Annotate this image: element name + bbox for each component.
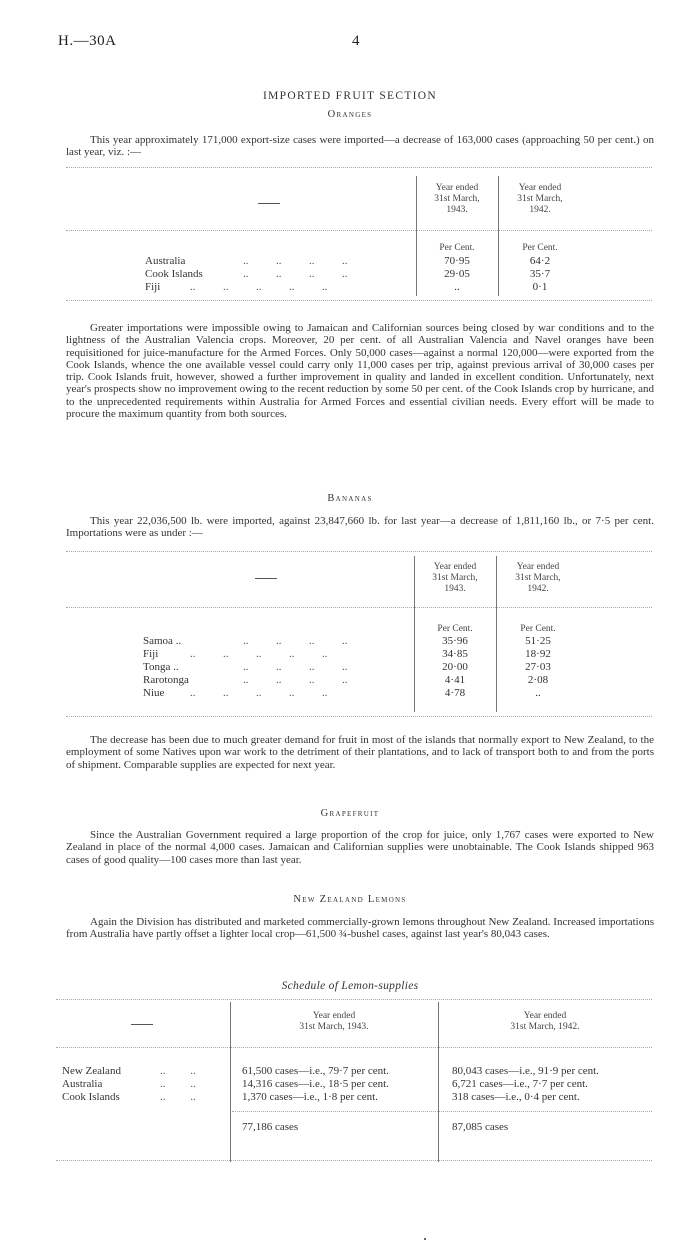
unit-label: Per Cent. [520,624,556,634]
bananas-body: The decrease has been due to much greater demand for fruit in most of the islands that normally export to New Zealand, to the employment of some Natives upon war work to the detriment of their plantations, and to lack of transport both to and from the ports of shipment. Comparable supplies are expected for next year. [66,734,654,771]
table-stub [258,203,280,204]
column-header-1942: Year ended 31st March, 1942. [510,1011,580,1032]
oranges-intro: This year approximately 171,000 export-size cases were imported—a decrease of 163,000 cases (approaching 50 per cent.) on last year, viz. :— [66,134,654,159]
unit-label: Per Cent. [522,243,558,253]
report-reference: H.—30A [58,33,117,49]
column-header-1943: Year ended 31st March, 1943. [432,562,478,594]
bananas-heading: Bananas [327,493,373,504]
lemons-heading: New Zealand Lemons [293,894,407,905]
unit-label: Per Cent. [437,624,473,634]
lemons-body: Again the Division has distributed and marketed commercially-grown lemons throughout New Zealand. Increased importations from Australia have partly offset a lighter local crop—61,500 ¾-bushel cases, against last year's 80,043 cases. [66,916,654,941]
column-header-1942: Year ended 31st March, 1942. [517,183,563,215]
column-header-1942: Year ended 31st March, 1942. [515,562,561,594]
table-stub [131,1024,153,1025]
table-stub [255,578,277,579]
oranges-body: Greater importations were impossible owing to Jamaican and Californian sources being closed by war conditions and to the lightness of the Australian Valencia crops. Moreover, 20 per cent. of all Australian Valencia and Navel oranges have been requisitioned for juice-manufacture for the Armed Forces. Only 50,000 cases—against a normal 120,000—were exported from the Cook Islands, whence the one available vessel could carry only 11,000 cases per trip, against previous arrival of 30,000 cases per trip. Cook Islands fruit, however, showed a further improvement in quality and landed in excellent condition. Unfortunately, next year's prospects show no improvement owing to the recent reduction by some 50 per cent. of the Cook Islands crop by hurricane, and to the unprecedented requirements within Australia for Armed Forces and essential civilian needs. Every effort will be made to procure the maximum quantity from both sources. [66,322,654,421]
grapefruit-body: Since the Australian Government required a large proportion of the crop for juice, only 1,767 cases were exported to New Zealand in place of the normal 4,000 cases. Jamaican and Californian supplies were unobtainable. The Cook Islands shipped 963 cases of good quality—100 cases more than last year. [66,829,654,866]
section-title: IMPORTED FRUIT SECTION [262,90,437,102]
grapefruit-heading: Grapefruit [320,808,380,819]
document-page: H.—30A 4 IMPORTED FRUIT SECTION Oranges This year approximately 171,000 export-size cases were imported—a decrease of 163,000 cases (approaching 50 per cent.) on last year, viz. :— Year ended 31st March, 1943. Year ended 31st March, 1942. Per Cent. Per Cent. Australia .. .. .. .. 70·95 64·2 Cook Islands .. .. .. .. 29·05 35·7 Fiji .. .. .. .. .. .. 0·1 Greater importations were impossible owing to Jamaican and Californian sources being closed by war conditions and to the lightness of the Australian Valencia crops. Moreover, 20 per cent. of all Australian Valencia and Navel oranges have been requisitioned for juice-manufacture for the Armed Forces. Only 50,000 cases—against a normal 120,000—were exported from the Cook Islands, whence the one available vessel could carry only 11,000 cases per trip, against previous arrival of 30,000 cases per trip. Cook Islands fruit, however, showed a further improvement in quality and landed in excellent condition. Unfortunately, next year's prospects show no improvement owing to the recent reduction by some 50 per cent. of the Cook Islands crop by hurricane, and to the unprecedented requirements within Australia for Armed Forces and essential civilian needs. Every effort will be made to procure the maximum quantity from both sources. Bananas This year 22,036,500 lb. were imported, against 23,847,660 lb. for last year—a decrease of 1,811,160 lb., or 7·5 per cent. Importations were as under :— Year ended 31st March, 1943. Year ended 31st March, 1942. Per Cent. Per Cent. Samoa .. .. .. .. .. 35·96 51·25 Fiji .. .. .. .. .. 34·85 18·92 Tonga .. .. .. .. .. 20·00 27·03 Rarotonga .. .. .. .. 4·41 2·08 Niue .. .. .. .. .. 4·78 .. The decrease has been due to much greater demand for fruit in most of the islands that normally export to New Zealand, to the employment of some Natives upon war work to the detriment of their plantations, and to lack of transport both to and from the ports of shipment. Comparable supplies are expected for next year. Grapefruit Since the Australian Government required a large proportion of the crop for juice, only 1,767 cases were exported to New Zealand in place of the normal 4,000 cases. Jamaican and Californian supplies were unobtainable. The Cook Islands shipped 963 cases of good quality—100 cases more than last year. New Zealand Lemons Again the Division has distributed and marketed commercially-grown lemons throughout New Zealand. Increased importations from Australia have partly offset a lighter local crop—61,500 ¾-bushel cases, against last year's 80,043 cases. Schedule of Lemon-supplies Year ended 31st March, 1943. Year ended 31st March, 1942. New Zealand .. .. 61,500 cases—i.e., 79·7 per cent. 80,043 cases—i.e., 91·9 per cent. Australia .. .. 14,316 cases—i.e., 18·5 per cent. 6,721 cases—i.e., 7·7 per cent. Cook Islands .. .. 1,370 cases—i.e., 1·8 per cent. 318 cases—i.e., 0·4 per cent. 77,186 cases 87,085 cases [0,0,700,1256]
page-number: 4 [352,33,360,49]
print-mark [424,1238,426,1240]
column-header-1943: Year ended 31st March, 1943. [434,183,480,215]
total-1942: 87,085 cases [452,1121,509,1133]
schedule-title: Schedule of Lemon-supplies [281,980,419,992]
column-header-1943: Year ended 31st March, 1943. [299,1011,369,1032]
unit-label: Per Cent. [439,243,475,253]
total-1943: 77,186 cases [242,1121,299,1133]
bananas-intro: This year 22,036,500 lb. were imported, against 23,847,660 lb. for last year—a decrease of 1,811,160 lb., or 7·5 per cent. Importations were as under :— [66,515,654,540]
oranges-heading: Oranges [327,109,373,120]
